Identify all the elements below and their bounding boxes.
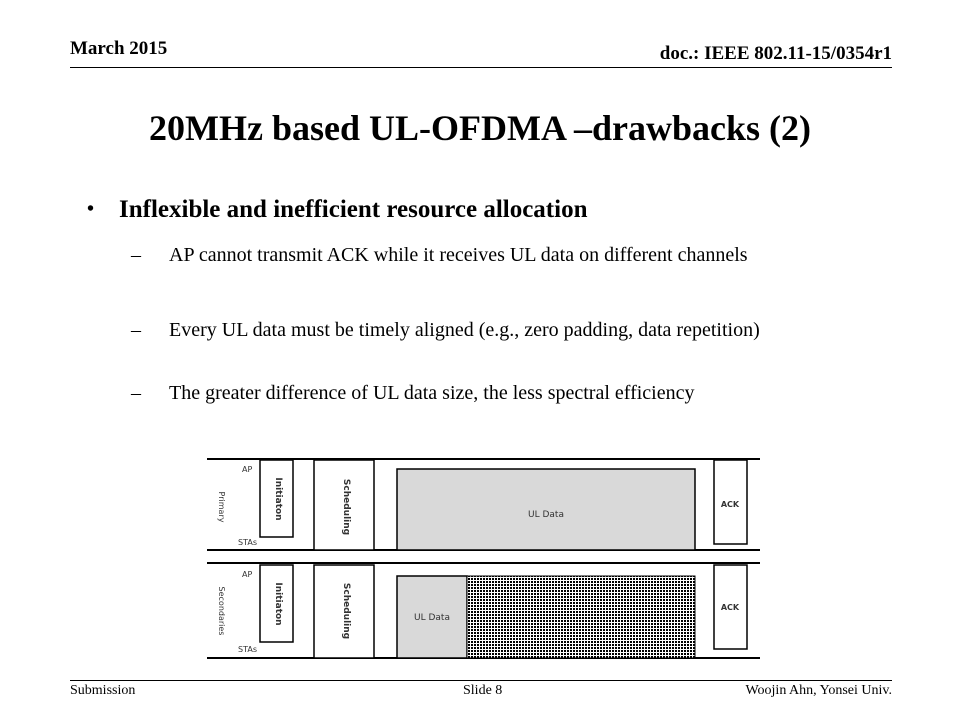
- ack-label: ACK: [720, 603, 740, 612]
- dash-icon: –: [131, 244, 141, 266]
- bullet-dot-icon: •: [87, 198, 95, 220]
- ap-label: AP: [242, 570, 253, 579]
- bullet-main-text: Inflexible and inefficient resource allocation: [119, 196, 588, 223]
- footer-submission: Submission: [70, 683, 136, 698]
- scheduling-label: Scheduling: [341, 582, 351, 640]
- ul-data-label: UL Data: [528, 510, 564, 520]
- footer-author: Woojin Ahn, Yonsei Univ.: [745, 683, 892, 698]
- ul-data-label: UL Data: [414, 613, 450, 623]
- initiation-label: Initiaton: [273, 477, 283, 521]
- ofdma-diagram: [207, 455, 760, 665]
- header-date: March 2015: [70, 38, 168, 59]
- dash-icon: –: [131, 319, 141, 341]
- channel-label: Primary: [217, 491, 226, 523]
- ack-label: ACK: [720, 500, 740, 509]
- sub-bullet-text: AP cannot transmit ACK while it receives UL data on different channels: [169, 244, 748, 266]
- sub-bullet-text: The greater difference of UL data size, the less spectral efficiency: [169, 382, 695, 404]
- scheduling-label: Scheduling: [341, 478, 351, 536]
- secondary-channel-row: [207, 563, 760, 658]
- header-doc-id: doc.: IEEE 802.11-15/0354r1: [659, 43, 892, 64]
- primary-channel-row: [207, 459, 760, 550]
- stas-label: STAs: [238, 645, 257, 654]
- sub-bullet-text: Every UL data must be timely aligned (e.g., zero padding, data repetition): [169, 319, 760, 341]
- ap-label: AP: [242, 465, 253, 474]
- header-rule: [70, 67, 892, 68]
- stas-label: STAs: [238, 538, 257, 547]
- padding-region: [467, 576, 695, 658]
- footer-rule: [70, 680, 892, 681]
- footer-slide-number: Slide 8: [463, 683, 503, 698]
- slide-title: 20MHz based UL-OFDMA –drawbacks (2): [149, 108, 811, 148]
- channel-label: Secondaries: [217, 586, 226, 636]
- initiation-label: Initiaton: [273, 582, 283, 626]
- dash-icon: –: [131, 382, 141, 404]
